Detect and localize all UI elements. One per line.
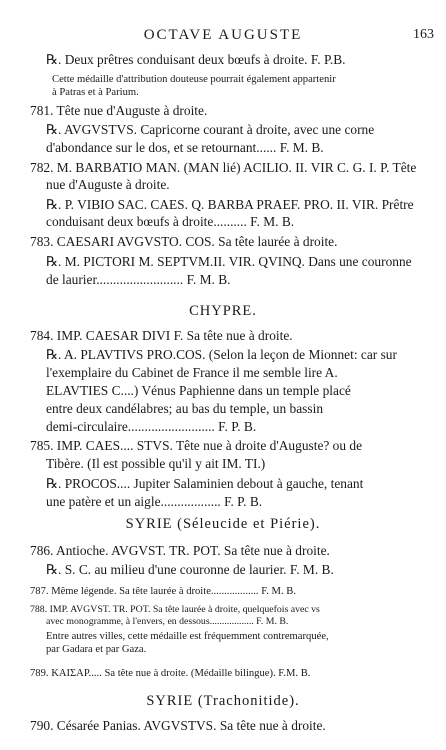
text-line: Tibère. (Il est possible qu'il y ait IM. TI.) [46,456,266,471]
text-line: ELAVTIES C....) Vénus Paphienne dans un temple placé [46,383,351,398]
text-line: ℞. AVGVSTVS. Capricorne courant à droite, avec une corne [46,122,375,137]
text-line: 782. M. BARBATIO MAN. (MAN lié) ACILIO. II. VIR C. G. I. P. Tête [30,160,417,175]
text-line: de laurier.......................... F. M. B. [46,272,231,287]
running-title: OCTAVE AUGUSTE [143,27,303,43]
text-line: d'abondance sur le dos, et se retournant...... F. M. B. [46,140,324,155]
text-line: ℞. A. PLAVTIVS PRO.COS. (Selon la leçon de Mionnet: car sur [46,347,397,362]
text-line: 781. Tête nue d'Auguste à droite. [30,103,208,118]
text-line: nue d'Auguste à droite. [46,177,170,192]
text-line: entre deux candélabres; au bas du temple, un bassin [46,401,324,416]
text-line: avec monogramme, à l'envers, en dessous.................. F. M. B. [46,616,289,627]
text-line: Entre autres villes, cette médaille est fréquemment contremarquée, [46,631,329,642]
section-heading: SYRIE (Séleucide et Piérie). [125,516,321,532]
text-line: ℞. P. VIBIO SAC. CAES. Q. BARBA PRAEF. PRO. II. VIR. Prêtre [46,197,414,212]
text-line: 787. Même légende. Sa tête laurée à droite.................. F. M. B. [30,586,296,597]
text-line: 788. IMP. AVGVST. TR. POT. Sa tête laurée à droite, quelquefois avec vs [30,604,320,615]
text-line: une patère et un aigle.................. F. P. B. [46,494,263,509]
text-line: 785. IMP. CAES.... STVS. Tête nue à droite d'Auguste? ou de [30,438,363,453]
text-line: 784. IMP. CAESAR DIVI F. Sa tête nue à droite. [30,328,293,343]
section-heading: SYRIE (Trachonitide). [146,693,300,709]
text-line: 783. CAESARI AVGVSTO. COS. Sa tête laurée à droite. [30,234,338,249]
text-line: à Patras et à Parium. [52,87,139,98]
text-line: conduisant deux bœufs à droite.......... F. M. B. [46,214,295,229]
page-header [0,27,446,47]
text-line: ℞. S. C. au milieu d'une couronne de laurier. F. M. B. [46,562,334,577]
text-line: Cette médaille d'attribution douteuse pourrait également appartenir [52,74,336,85]
text-line: demi-circulaire.......................... F. P. B. [46,419,257,434]
text-line: ℞. Deux prêtres conduisant deux bœufs à droite. F. P.B. [46,52,346,67]
text-line: ℞. M. PICTORI M. SEPTVM.II. VIR. QVINQ. Dans une couronne [46,254,412,269]
text-line: ℞. PROCOS.... Jupiter Salaminien debout à gauche, tenant [46,476,364,491]
text-line: 789. ΚΑΙΣΑΡ..... Sa tête nue à droite. (Médaille bilingue). F.M. B. [30,668,311,679]
text-line: par Gadara et par Gaza. [46,644,147,655]
text-line: l'exemplaire du Cabinet de France il me semble lire A. [46,365,338,380]
text-line: 786. Antioche. AVGVST. TR. POT. Sa tête nue à droite. [30,543,330,558]
section-heading: CHYPRE. [189,303,257,319]
page-number: 163 [413,27,434,42]
text-line: 790. Césarée Panias. AVGVSTVS. Sa tête nue à droite. [30,718,326,733]
